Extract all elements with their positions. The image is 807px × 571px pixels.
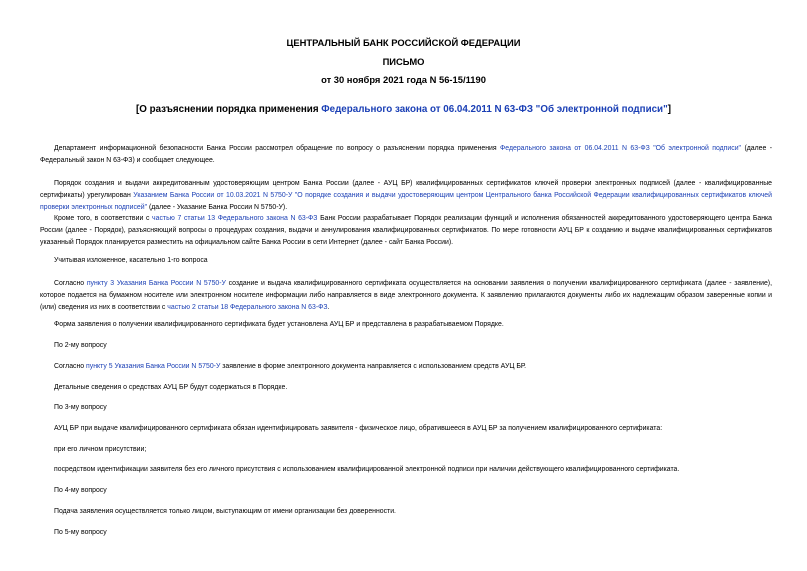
text: . [327, 303, 330, 311]
directive-point-5-link[interactable]: пункту 5 Указания Банка России N 5750-У [86, 363, 221, 370]
text: заявление в форме электронного документа направляется с использованием средств АУЦ БР. [220, 363, 527, 370]
paragraph-remote: посредством идентификации заявителя без его личного присутствия с использованием квалифицированной электронной подписи при наличии действующего квалифицированного сертификата. [54, 466, 680, 473]
directive-point-3-link[interactable]: пункту 3 Указания Банка России N 5750-У [86, 280, 226, 287]
text: создание и выдача квалифицированного сертификата осуществляется на основании заявления о получении квалифицированного сертификата (далее - заявление), которое подается на бумажном носителе или электронном носителе информации либо направляется в виде электронного документа. К заявлению прилагаются документы либо их надлежащим образом заверенные копии и (или) сведения из них в соответствии с [40, 280, 772, 311]
text: Согласно [54, 280, 87, 287]
subject-open: [О разъяснении порядка применения [136, 104, 322, 115]
text: Порядок создания и выдачи аккредитованным удостоверяющим центром Банка России (далее - АУЦ БР) квалифицированных сертификатов ключей проверки электронных подписей (далее - квалифицированные сертификаты) урегулирован [40, 180, 772, 199]
text: (далее - Указание Банка России N 5750-У). [147, 203, 288, 211]
article-18-part-2-link[interactable]: частью 2 статьи 18 Федерального закона N 63-ФЗ [167, 303, 328, 311]
question-1-heading: Учитывая изложенное, касательно 1-го вопроса [54, 257, 208, 264]
doc-type: ПИСЬМО [382, 56, 425, 67]
text: Согласно [54, 363, 87, 370]
text: Кроме того, в соответствии с [54, 215, 153, 222]
text: Банк России разрабатывает Порядок реализации функций и исполнения обязанностей аккредитованного удостоверяющего центра Банка России (далее - Порядок), разъясняющий вопросы о процедурах создания, выдачи и аннулирования квалифицированных сертификатов. По мере готовности АУЦ БР к созданию и выдаче квалифицированных сертификатов указанный Порядок планируется разместить на официальном сайте Банка России в сети Интернет (далее - сайт Банка России). [40, 215, 773, 246]
paragraph-in-person: при его личном присутствии; [54, 446, 147, 453]
paragraph-intro [40, 143, 772, 167]
paragraph-means: Детальные сведения о средствах АУЦ БР будут содержаться в Порядке. [54, 384, 288, 391]
law-63fz-link[interactable]: Федерального закона от 06.04.2011 N 63-ФЗ "Об электронной подписи" [500, 145, 742, 152]
subject-law-link[interactable]: Федерального закона от 06.04.2011 N 63-ФЗ "Об электронной подписи" [321, 104, 668, 115]
paragraph-identification: АУЦ БР при выдаче квалифицированного сертификата обязан идентифицировать заявителя - физическое лицо, обратившееся в АУЦ БР за получением квалифицированного сертификата: [54, 425, 663, 432]
directive-5750u-link[interactable]: Указанием Банка России от 10.03.2021 N 5750-У "О порядке создания и выдачи удостоверяющим центром Центрального банка Российской Федерации квалифицированных сертификатов ключей проверки электронных подписей" [40, 191, 772, 211]
doc-subject [0, 104, 807, 116]
paragraph-submission: Подача заявления осуществляется только лицом, выступающим от имени организации без доверенности. [54, 508, 396, 515]
question-3-heading: По 3-му вопросу [54, 404, 107, 411]
doc-date-number: от 30 ноября 2021 года N 56-15/1190 [321, 74, 486, 85]
text: (далее - Федеральный закон N 63-ФЗ) и сообщает следующее. [40, 145, 773, 164]
question-2-heading: По 2-му вопросу [54, 342, 107, 349]
paragraph-electronic [40, 361, 772, 373]
org-name: ЦЕНТРАЛЬНЫЙ БАНК РОССИЙСКОЙ ФЕДЕРАЦИИ [286, 37, 521, 48]
article-13-part-7-link[interactable]: частью 7 статьи 13 Федерального закона N 63-ФЗ [152, 215, 318, 222]
paragraph-additionally [40, 213, 772, 248]
question-5-heading: По 5-му вопросу [54, 529, 107, 536]
paragraph-procedure [40, 178, 772, 213]
subject-close: ] [667, 104, 671, 115]
paragraph-form: Форма заявления о получении квалифицированного сертификата будет установлена АУЦ БР и представлена в разрабатываемом Порядке. [54, 321, 504, 328]
paragraph-application [40, 278, 772, 313]
question-4-heading: По 4-му вопросу [54, 487, 107, 494]
text: Департамент информационной безопасности Банка России рассмотрел обращение по вопросу о разъяснении порядка применения [54, 145, 501, 152]
